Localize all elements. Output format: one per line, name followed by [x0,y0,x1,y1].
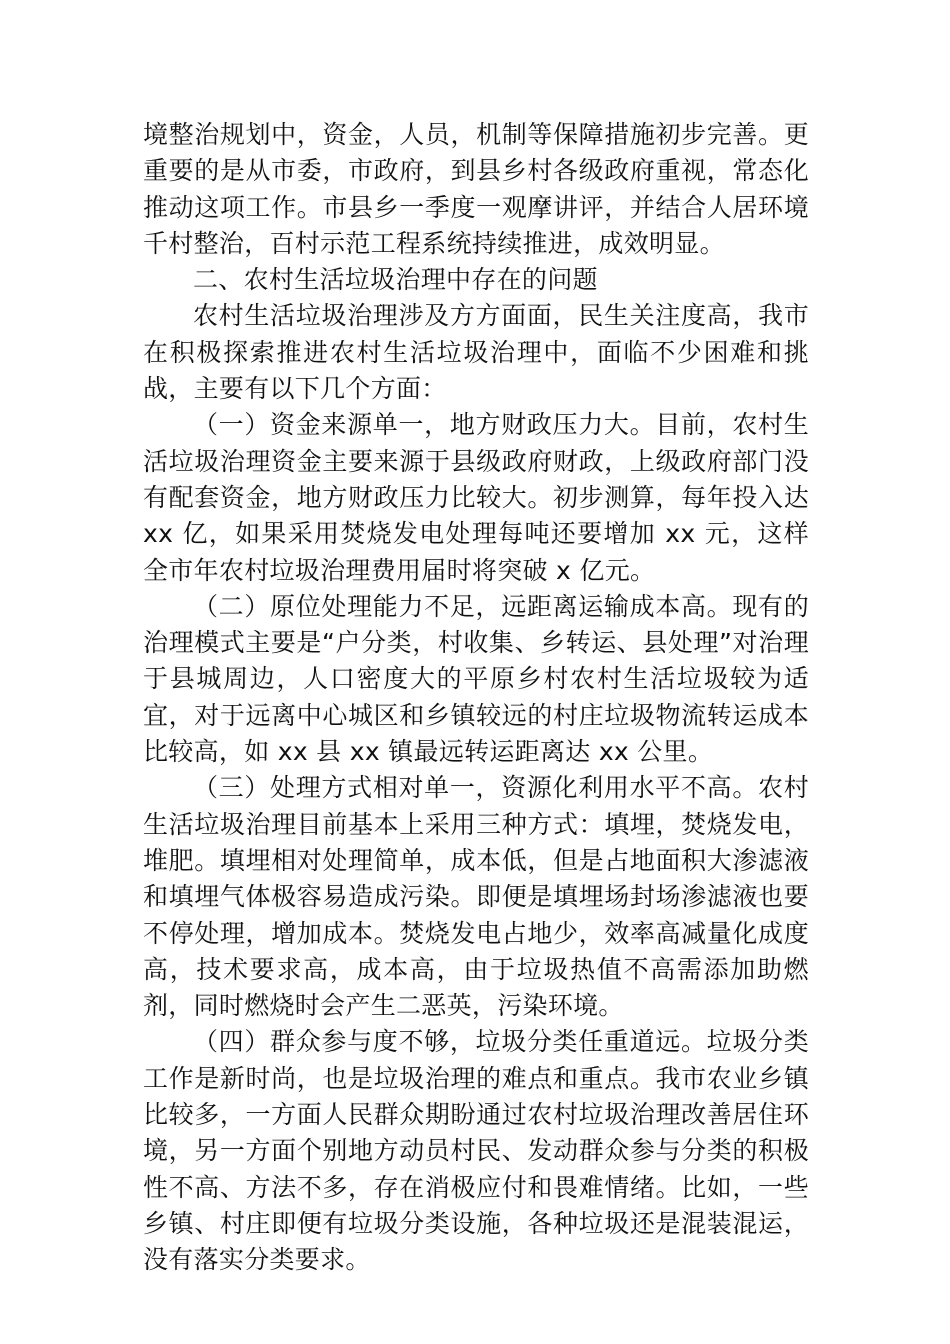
paragraph-continuation: 境整治规划中，资金，人员，机制等保障措施初步完善。更重要的是从市委，市政府，到县乡村各级政府重视，常态化推动这项工作。市县乡一季度一观摩讲评，并结合人居环境千村整治，百村示范工程系统持续推进，成效明显。 [143,120,809,258]
paragraph-issue-4: （四）群众参与度不够，垃圾分类任重道远。垃圾分类工作是新时尚，也是垃圾治理的难点和重点。我市农业乡镇比较多，一方面人民群众期盼通过农村垃圾治理改善居住环境，另一方面个别地方动员村民、发动群众参与分类的积极性不高、方法不多，存在消极应付和畏难情绪。比如，一些乡镇、村庄即便有垃圾分类设施，各种垃圾还是混装混运，没有落实分类要求。 [143,1027,809,1275]
section-heading: 二、农村生活垃圾治理中存在的问题 [193,265,598,295]
document-body [143,117,809,1279]
paragraph-issue-3: （三）处理方式相对单一，资源化利用水平不高。农村生活垃圾治理目前基本上采用三种方式：填埋，焚烧发电，堆肥。填埋相对处理简单，成本低，但是占地面积大渗滤液和填埋气体极容易造成污染。即便是填埋场封场渗滤液也要不停处理，增加成本。焚烧发电占地少，效率高减量化成度高，技术要求高，成本高，由于垃圾热值不高需添加助燃剂，同时燃烧时会产生二恶英，污染环境。 [143,773,809,1021]
paragraph-issue-2: （二）原位处理能力不足，远距离运输成本高。现有的治理模式主要是“户分类，村收集、乡转运、县处理”对治理于县城周边，人口密度大的平原乡村农村生活垃圾较为适宜，对于远离中心城区和乡镇较远的村庄垃圾物流转运成本比较高，如 xx 县 xx 镇最远转运距离达 xx 公里。 [143,591,809,767]
paragraph-intro: 农村生活垃圾治理涉及方方面面，民生关注度高，我市在积极探索推进农村生活垃圾治理中，面临不少困难和挑战，主要有以下几个方面： [143,301,809,404]
paragraph-issue-1: （一）资金来源单一，地方财政压力大。目前，农村生活垃圾治理资金主要来源于县级政府财政，上级政府部门没有配套资金，地方财政压力比较大。初步测算，每年投入达 xx 亿，如果采用焚烧发电处理每吨还要增加 xx 元，这样全市年农村垃圾治理费用届时将突破 x 亿元。 [143,410,809,585]
